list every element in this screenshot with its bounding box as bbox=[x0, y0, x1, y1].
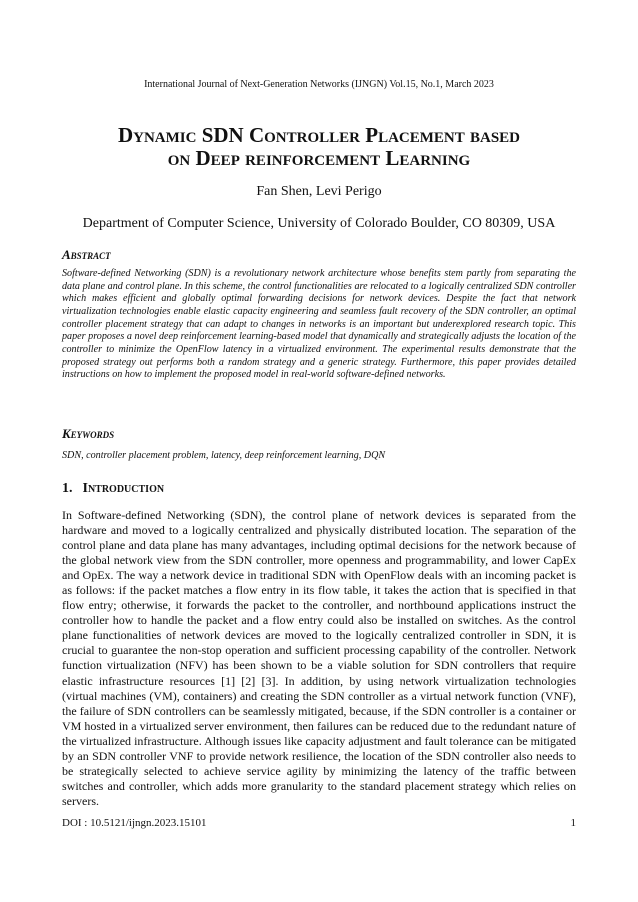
journal-header: International Journal of Next-Generation Networks (IJNGN) Vol.15, No.1, March 2023 bbox=[144, 79, 494, 90]
page-number: 1 bbox=[570, 817, 576, 829]
keywords-heading: Keywords bbox=[62, 426, 115, 441]
affiliation: Department of Computer Science, University of Colorado Boulder, CO 80309, USA bbox=[82, 216, 556, 231]
title-line-1: Dynamic SDN Controller Placement based bbox=[117, 123, 521, 147]
paper-title bbox=[0, 124, 638, 170]
abstract-text: Software-defined Networking (SDN) is a revolutionary network architecture whose benefits stem partly from separating the data plane and control plane. In this scheme, the control functionalities are relocated to a logically centralized SDN controller which makes efficient and globally optimal forwarding decisions for network devices. Despite the fact that network virtualization technologies enable elastic capacity engineering and seamless fault recovery of the SDN controller, an optimal controller placement strategy that can adapt to changes in networks is an important but underexplored research topic. This paper proposes a novel deep reinforcement learning-based model that dynamically and strategically adjusts the location of the controller to minimize the OpenFlow latency in a virtualized environment. The experimental results demonstrate that the proposed strategy out performs both a random strategy and a generic strategy. Furthermore, this paper provides detailed instructions on how to implement the proposed model in real-world software-defined networks. bbox=[62, 268, 576, 381]
section-title: Introduction bbox=[82, 481, 165, 496]
doi: DOI : 10.5121/ijngn.2023.15101 bbox=[62, 817, 207, 829]
introduction-text: In Software-defined Networking (SDN), the control plane of network devices is separated from the hardware and moved to a logically centralized and physically distributed location. The separation of the control plane and data plane has many advantages, including optimal decisions for the network because of the global network view from the SDN controller, more openness and programmability, and lower CapEx and OpEx. The way a network device in traditional SDN with OpenFlow deals with an incoming packet is as follows: if the packet matches a flow entry in its flow table, it takes the action that is specified in that flow entry; otherwise, it forwards the packet to the controller, and northbound applications instruct the controller how to handle the packet and a flow entry could also be installed on switches. As the control plane functionalities of network devices are moved to the logically centralized controller in SDN, it is crucial to guarantee the non-stop operation and sufficient processing capability of the controller. Network function virtualization (NFV) has been shown to be a viable solution for SDN controllers that require elastic infrastructure resources [1] [2] [3]. In addition, by using network virtualization technologies (virtual machines (VM), containers) and creating the SDN controller as a virtual network function (VNF), the failure of SDN controllers can be seamlessly mitigated, because, if the SDN controller is a container or VM hosted in a virtualized server environment, then failures can be reduced due to the redundant nature of the virtualized infrastructure. Although issues like capacity adjustment and fault tolerance can be mitigated by an SDN controller VNF to provide network resilience, the location of the SDN controller also needs to be strategically selected to achieve service agility by minimizing the latency of the traffic between switches and controller, which adds more granularity to the standard placement strategy which relies on servers. bbox=[62, 508, 576, 808]
authors: Fan Shen, Levi Perigo bbox=[256, 184, 382, 199]
keywords-text: SDN, controller placement problem, latency, deep reinforcement learning, DQN bbox=[62, 450, 386, 461]
section-number: 1. bbox=[62, 481, 73, 496]
introduction-heading bbox=[62, 481, 164, 497]
title-line-2: on Deep reinforcement Learning bbox=[167, 146, 471, 170]
abstract-heading: Abstract bbox=[62, 247, 111, 262]
